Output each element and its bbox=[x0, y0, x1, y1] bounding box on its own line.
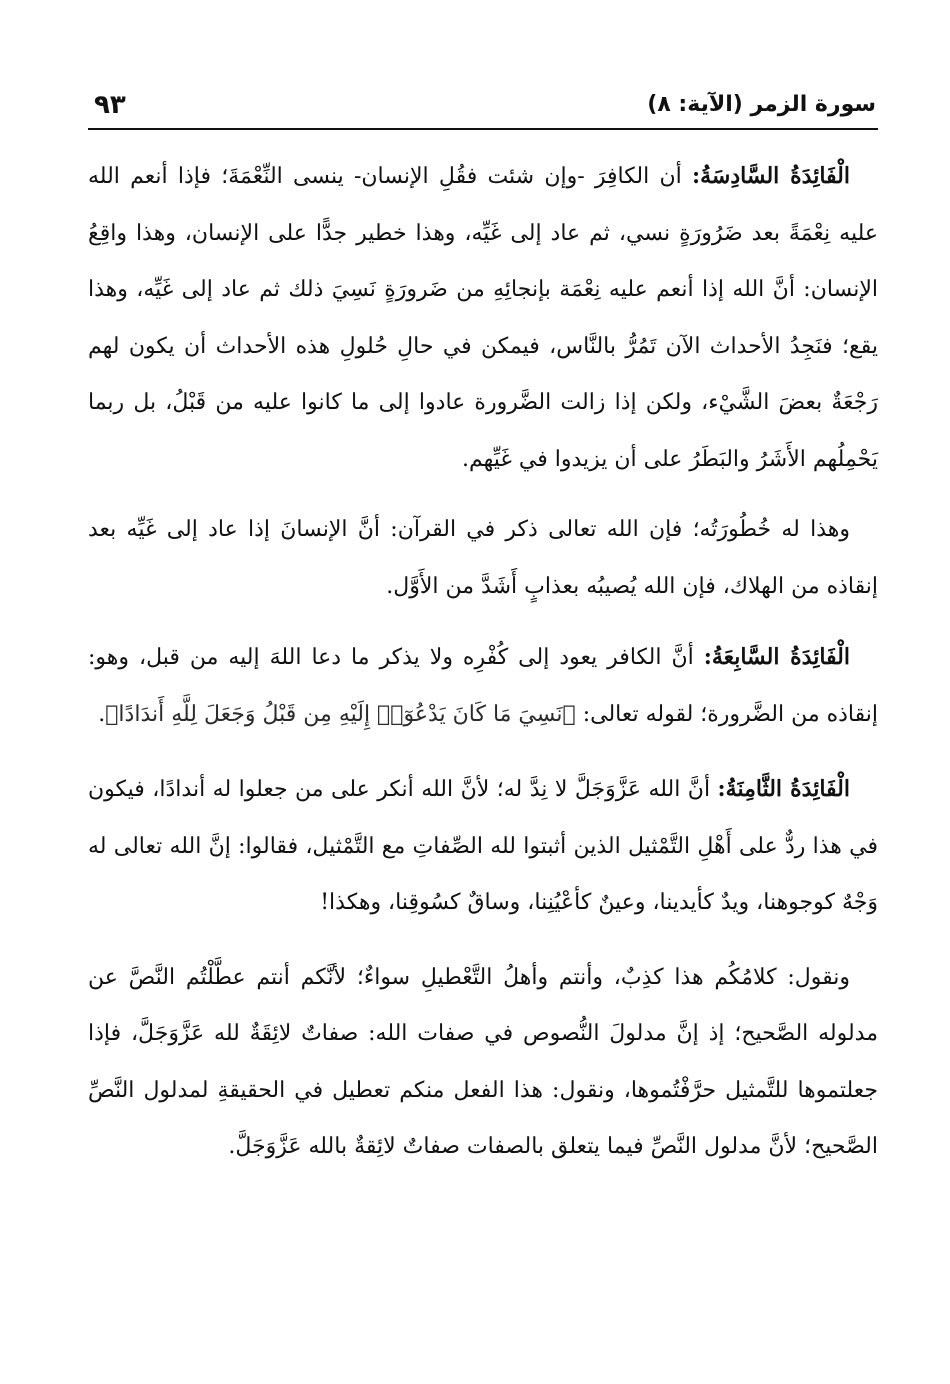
paragraph-text: أنَّ الكافر يعود إلى كُفْرِه ولا يذكر ما دعا اللهَ إليه من قبل، وهو: إنقاذه من الضَّرورة؛ لقوله تعالى: bbox=[88, 645, 878, 727]
paragraph-response bbox=[88, 950, 878, 1176]
paragraph-benefit-6 bbox=[88, 148, 878, 488]
paragraph-text: ونقول: كلامُكُم هذا كذِبٌ، وأنتم وأهلُ التَّعْطيلِ سواءٌ؛ لأنَّكم أنتم عطَّلْتُم النَّصَّ عن مدلوله الصَّحيح؛ إذ إنَّ مدلولَ النُّصوص في صفات الله: صفاتٌ لائِقَةٌ لله عَزَّوَجَلَّ، فإذا جعلتموها للتَّمثيل حرَّفْتُموها، ونقول: هذا الفعل منكم تعطيل في الحقيقةِ لمدلول النَّصِّ الصَّحيح؛ لأنَّ مدلول النَّصِّ فيما يتعلق بالصفات صفاتٌ لائِقةٌ بالله عَزَّوَجَلَّ. bbox=[88, 964, 878, 1159]
page-number: ٩٣ bbox=[94, 90, 126, 120]
paragraph-heading: الْفَائِدَةُ الثَّامِنَةُ: bbox=[717, 776, 850, 802]
header-rule bbox=[88, 128, 878, 130]
paragraph-heading: الْفَائِدَةُ السَّابِعَةُ: bbox=[703, 644, 850, 670]
paragraph-danger bbox=[88, 502, 878, 615]
quran-verse: ﴿نَسِيَ مَا كَانَ يَدْعُوٓا۟ إِلَيْهِ مِن قَبْلُ وَجَعَلَ لِلَّهِ أَندَادًا﴾ bbox=[105, 701, 576, 727]
paragraph-text-end: . bbox=[98, 701, 106, 727]
paragraph-heading: الْفَائِدَةُ السَّادِسَةُ: bbox=[691, 163, 851, 189]
paragraph-benefit-8 bbox=[88, 761, 878, 932]
running-head: سورة الزمر (الآية: ٨) bbox=[647, 92, 876, 117]
body-text bbox=[88, 148, 878, 1190]
paragraph-benefit-7 bbox=[88, 629, 878, 743]
paragraph-text: وهذا له خُطُورَتُه؛ فإن الله تعالى ذكر في القرآن: أنَّ الإنسانَ إذا عاد إلى غَيِّه بعد إنقاذه من الهلاك، فإن الله يُصيبُه بعذابٍ أَشَدَّ من الأَوَّل. bbox=[88, 517, 878, 599]
paragraph-text: أنَّ الله عَزَّوَجَلَّ لا نِدَّ له؛ لأنَّ الله أنكر على من جعلوا له أندادًا، فيكون في هذا ردٌّ على أَهْلِ التَّمْثيل الذين أثبتوا لله الصِّفاتِ مع التَّمْثيل، فقالوا: إنَّ الله تعالى له وَجْهٌ كوجوهنا، ويدٌ كأيدينا، وعينٌ كأعْيُنِنا، وساقٌ كسُوقِنا، وهكذا! bbox=[88, 777, 878, 915]
page-header bbox=[88, 88, 878, 130]
paragraph-text: أن الكافِرَ -وإن شئت فقُلِ الإنسان- ينسى النِّعْمَةَ؛ فإذا أنعم الله عليه نِعْمَةً بعد ضَرُورَةٍ نسي، ثم عاد إلى غَيِّه، وهذا خطير جدًّا على الإنسان، وهذا واقِعُ الإنسان: أنَّ الله إذا أنعم عليه نِعْمَة بإنجائِهِ من ضَرورَةٍ نَسِيَ ذلك ثم عاد إلى غَيِّه، وهذا يقع؛ فنَجِدُ الأحداث الآن تَمُرُّ بالنَّاس، فيمكن في حالِ حُلولِ هذه الأحداث أن يكون لهم رَجْعَةٌ بعضَ الشَّيْء، ولكن إذا زالت الضَّرورة عادوا إلى ما كانوا عليه من قَبْلُ، بل ربما يَحْمِلُهم الأَشَرُ والبَطَرُ على أن يزيدوا في غَيِّهم. bbox=[88, 164, 878, 472]
